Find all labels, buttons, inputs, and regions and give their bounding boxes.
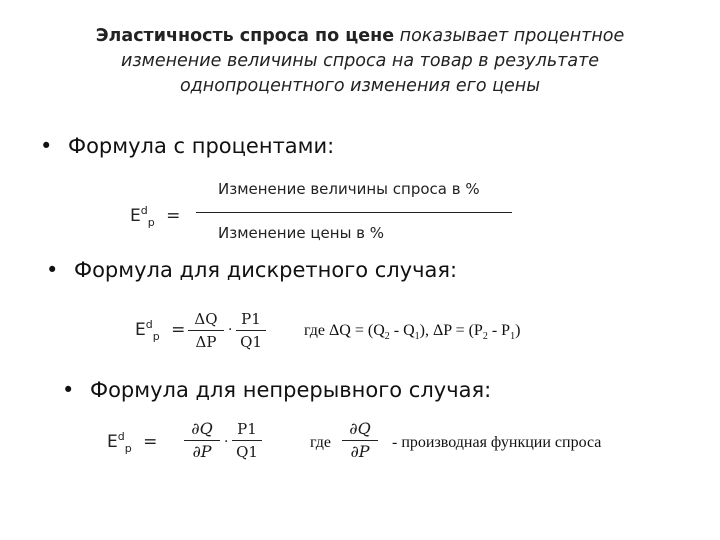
bullet-continuous-formula: • Формула для непрерывного случая:	[62, 378, 492, 402]
bullet-percent-formula: • Формула с процентами:	[40, 134, 335, 158]
fraction-partial-q-over-partial-p: ∂Q ∂P	[184, 418, 220, 463]
fraction-p1-over-q1: P1 Q1	[236, 308, 266, 353]
bullet-discrete-formula: • Формула для дискретного случая:	[46, 258, 458, 282]
title-line1-rest: показывает процентное	[394, 26, 625, 46]
multiply-dot-2: ·	[224, 434, 229, 450]
title-line3: однопроцентного изменения его цены	[179, 76, 541, 96]
multiply-dot-1: ·	[228, 322, 233, 338]
elasticity-symbol-2: $E^d_p$ =	[135, 318, 186, 343]
heading-percent-formula: Формула с процентами:	[68, 134, 335, 158]
title-term: Эластичность спроса по цене	[95, 26, 395, 46]
fraction-p1-over-q1-continuous: P1 Q1	[232, 418, 262, 463]
elasticity-symbol-1: $E^d_p$ =	[130, 204, 181, 229]
fraction-delta-q-over-delta-p: ΔQ ΔP	[188, 308, 224, 353]
where-label: где	[310, 434, 332, 451]
percent-formula-denominator: Изменение цены в %	[218, 224, 385, 242]
discrete-definitions: где $\Delta Q = (Q_2 - Q_1)$, $\Delta P = (P_2 - P_1)$	[304, 322, 521, 343]
heading-discrete-formula: Формула для дискретного случая:	[74, 258, 458, 282]
elasticity-symbol-3: $E^d_p$ =	[107, 430, 158, 455]
derivative-explanation: - производная функции спроса	[392, 434, 602, 451]
fraction-bar	[196, 212, 512, 213]
percent-formula-numerator: Изменение величины спроса в %	[218, 180, 480, 198]
fraction-derivative: ∂Q ∂P	[342, 418, 378, 463]
slide-title	[0, 24, 720, 99]
heading-continuous-formula: Формула для непрерывного случая:	[90, 378, 492, 402]
title-line2: изменение величины спроса на товар в результате	[120, 51, 600, 71]
